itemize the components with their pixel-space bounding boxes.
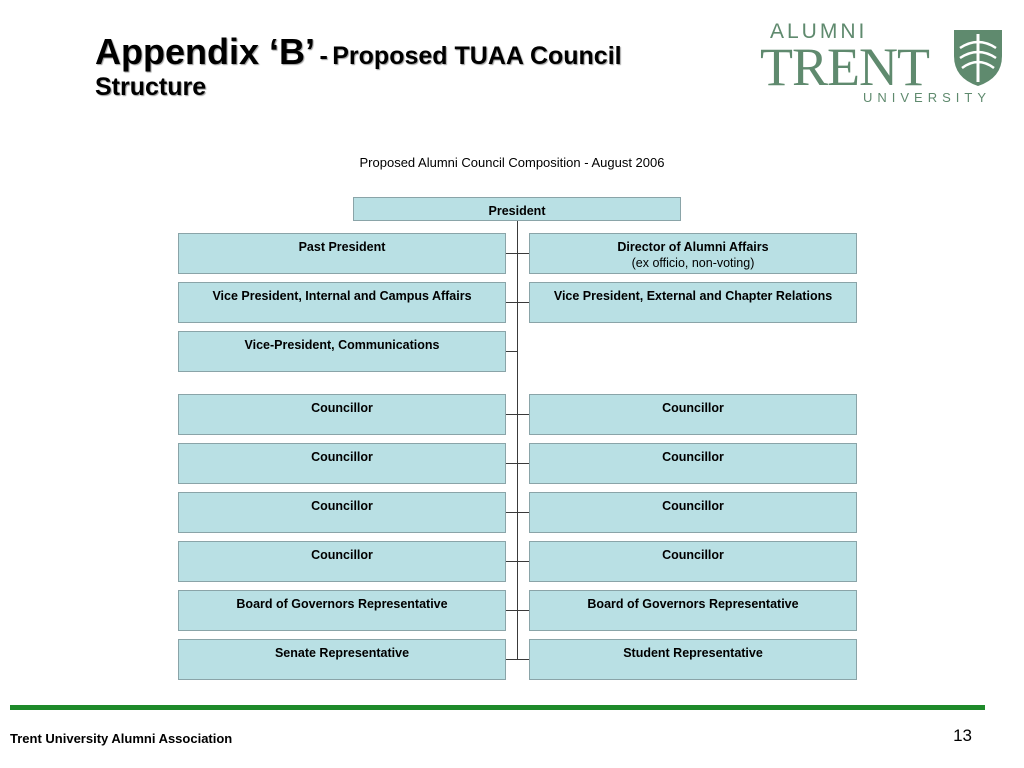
footer-rule [10,705,985,710]
connector-right [517,659,529,660]
connector-right [517,463,529,464]
role-box-left [178,639,506,680]
role-box-right-label: Board of Governors Representative [587,597,799,611]
role-box-left-label: Past President [298,240,386,254]
role-box-left-label: Councillor [311,450,373,464]
role-box-left-label: Senate Representative [274,646,410,660]
logo-trent-text: TRENT [760,37,929,97]
title-main: Appendix ‘B’ [95,31,316,72]
role-box-right-label: Vice President, External and Chapter Relations [553,289,833,303]
role-box-left-label: Councillor [311,499,373,513]
role-box-left-label: Board of Governors Representative [236,597,448,611]
president-box-label: President [488,204,546,218]
role-box-right [529,590,857,631]
shield-icon [950,26,1006,88]
president-box [353,197,681,221]
role-box-right [529,394,857,435]
logo-alumni-text: ALUMNI [770,20,868,43]
role-box-right-label: Councillor [662,450,724,464]
connector-left [506,351,518,352]
role-box-right-label: Councillor [662,548,724,562]
role-box-left-label: Vice-President, Communications [244,338,440,352]
role-box-right [529,233,857,274]
role-box-left [178,233,506,274]
role-box-left-label: Vice President, Internal and Campus Affairs [212,289,472,303]
title-line-2: Structure [95,72,207,101]
role-box-left [178,492,506,533]
title-separator: - [319,42,328,70]
role-box-left-label: Councillor [311,401,373,415]
connector-right [517,610,529,611]
connector-right [517,414,529,415]
role-box-left [178,443,506,484]
role-note: (ex officio, non-voting) [631,256,755,270]
role-box-right-label: Director of Alumni Affairs [617,240,769,254]
trent-alumni-logo [760,20,1010,110]
role-box-right [529,282,857,323]
role-box-right [529,541,857,582]
title-rest: Proposed TUAA Council [332,42,622,70]
role-box-right [529,492,857,533]
connector-right [517,561,529,562]
footer-org-name: Trent University Alumni Association [10,731,233,746]
role-box-right [529,639,857,680]
role-box-left [178,331,506,372]
role-box-left [178,394,506,435]
connector-right [517,302,529,303]
role-box-right-label: Councillor [662,499,724,513]
role-box-right [529,443,857,484]
connector-right [517,253,529,254]
role-box-right-label: Councillor [662,401,724,415]
connector-trunk [517,221,518,660]
role-box-left [178,541,506,582]
diagram-title: Proposed Alumni Council Composition - August 2006 [359,155,665,170]
role-box-left [178,282,506,323]
role-box-right-label: Student Representative [623,646,763,660]
connector-right [517,512,529,513]
slide-title [95,32,735,101]
logo-university-text: UNIVERSITY [863,90,992,105]
role-box-left-label: Councillor [311,548,373,562]
role-box-left [178,590,506,631]
page-number: 13 [953,726,972,745]
